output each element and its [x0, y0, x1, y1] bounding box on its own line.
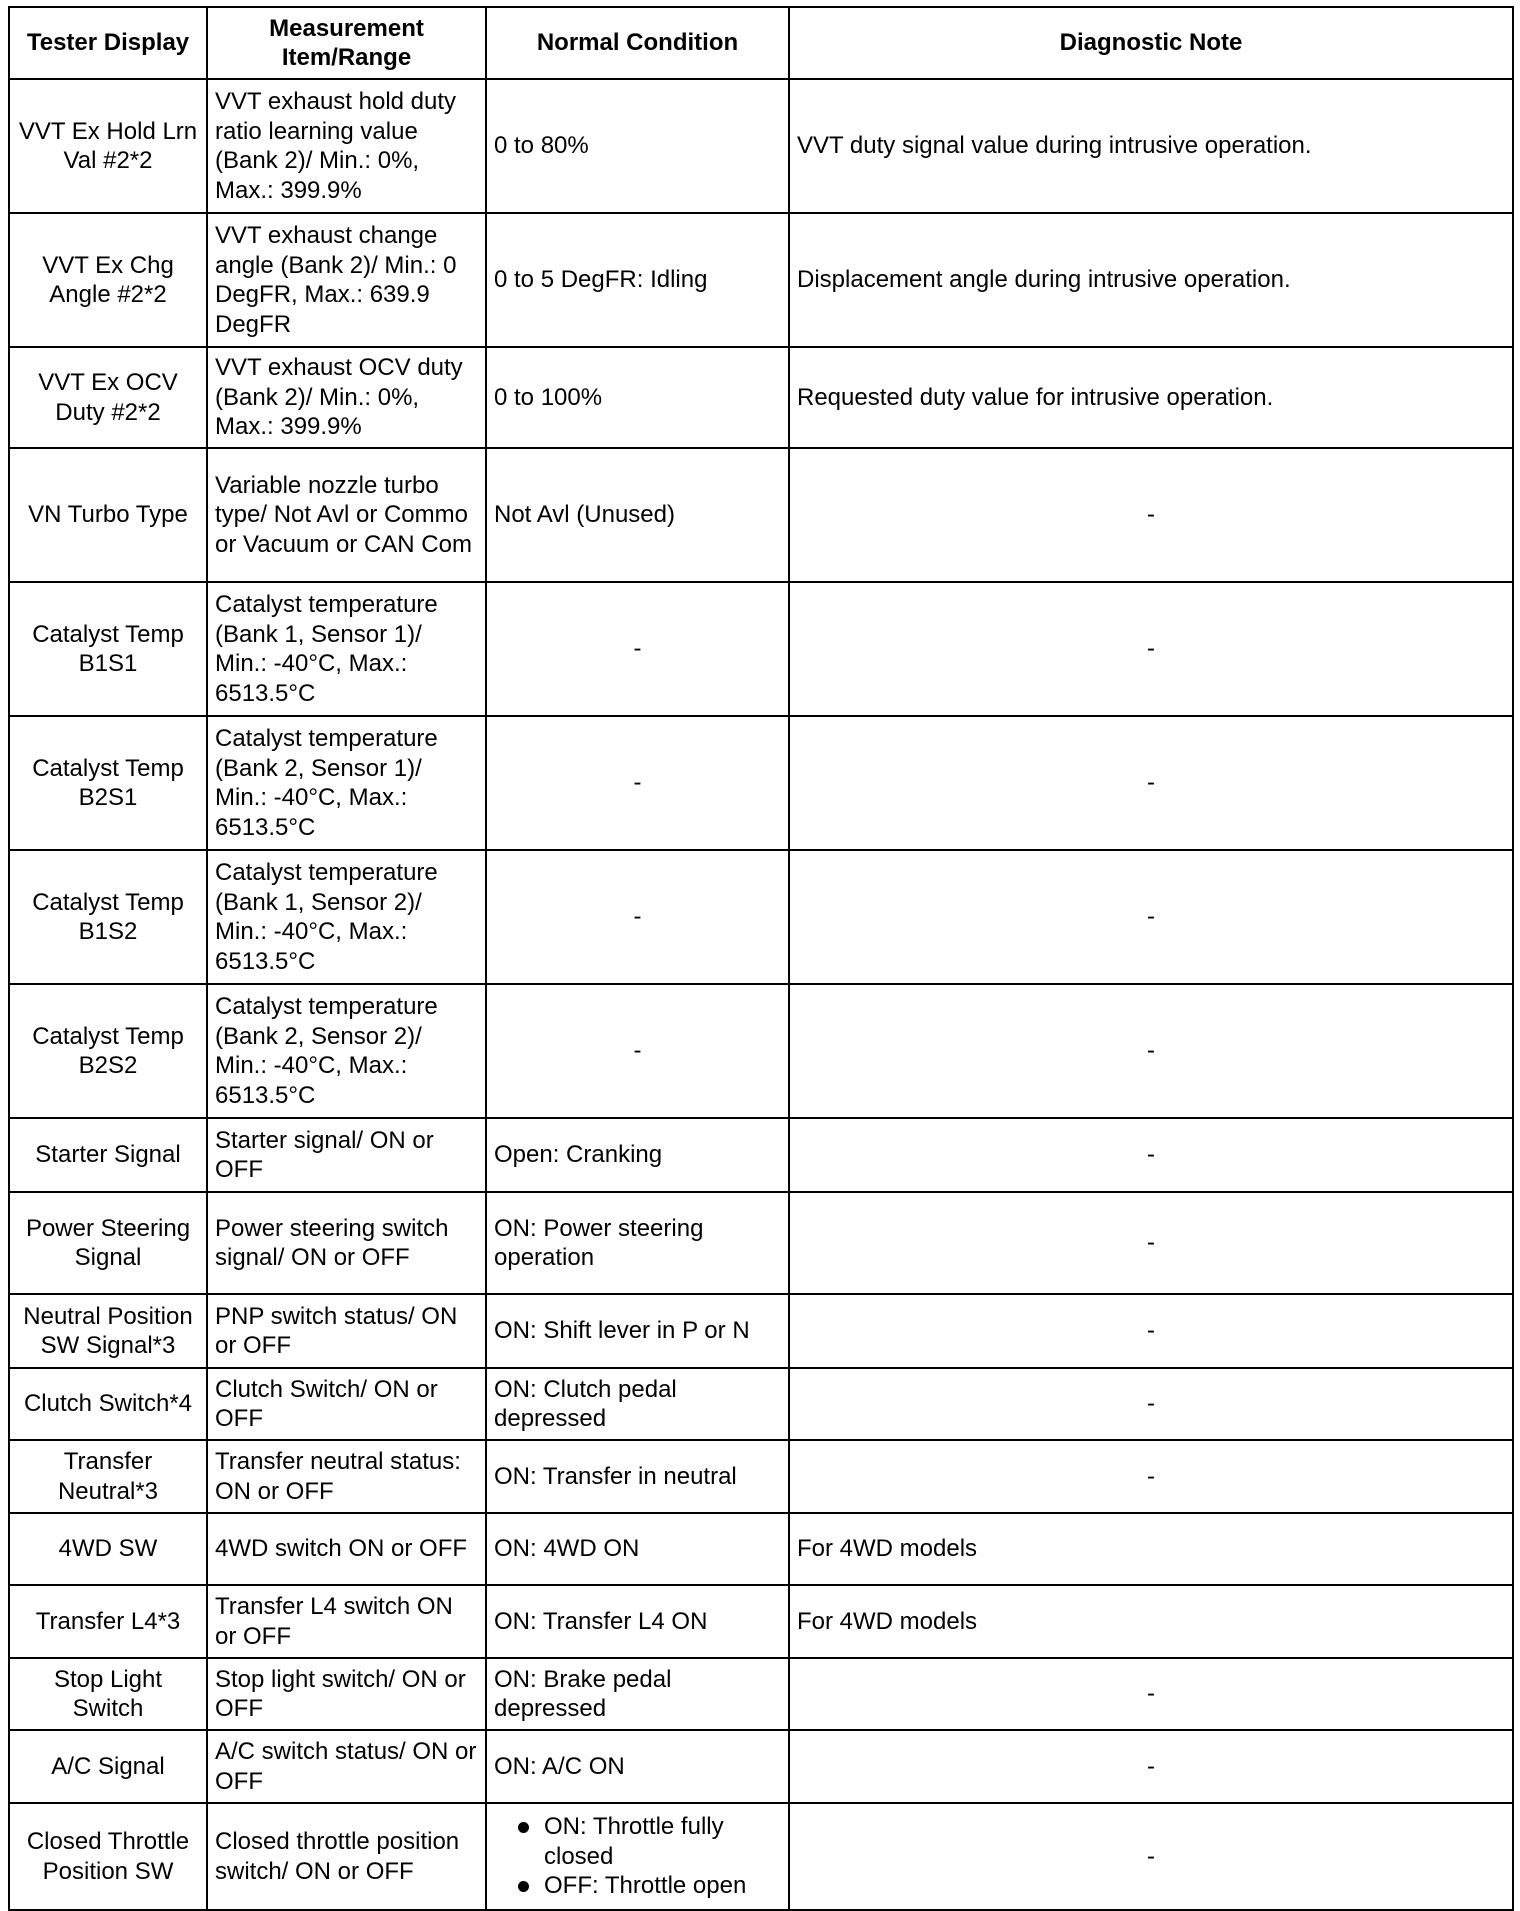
- diagnostic-note-cell: Requested duty value for intrusive operation.: [789, 347, 1513, 448]
- normal-condition-cell: ON: Shift lever in P or N: [486, 1294, 789, 1368]
- diagnostic-note-cell: -: [789, 1294, 1513, 1368]
- tester-display-cell: Stop Light Switch: [9, 1658, 207, 1730]
- normal-condition-cell: 0 to 5 DegFR: Idling: [486, 213, 789, 347]
- measurement-item-cell: VVT exhaust OCV duty (Bank 2)/ Min.: 0%, Max.: 399.9%: [207, 347, 486, 448]
- diagnostic-note-cell: -: [789, 1440, 1513, 1513]
- bullet-item: ON: Throttle fully closed: [508, 1812, 781, 1871]
- table-row: [9, 1513, 1513, 1585]
- normal-condition-cell: [486, 1803, 789, 1910]
- header-normal-condition: Normal Condition: [486, 7, 789, 79]
- tester-display-cell: Catalyst Temp B2S1: [9, 716, 207, 850]
- tester-display-cell: Power Steering Signal: [9, 1192, 207, 1294]
- normal-condition-cell: ON: A/C ON: [486, 1730, 789, 1803]
- table-row: [9, 1803, 1513, 1910]
- header-measurement-item: Measurement Item/Range: [207, 7, 486, 79]
- header-tester-display: Tester Display: [9, 7, 207, 79]
- diagnostic-note-cell: -: [789, 984, 1513, 1118]
- diagnostic-note-cell: -: [789, 716, 1513, 850]
- measurement-item-cell: Catalyst temperature (Bank 2, Sensor 2)/ Min.: -40°C, Max.: 6513.5°C: [207, 984, 486, 1118]
- measurement-item-cell: Starter signal/ ON or OFF: [207, 1118, 486, 1192]
- normal-condition-cell: ON: Transfer L4 ON: [486, 1585, 789, 1658]
- tester-display-cell: VVT Ex OCV Duty #2*2: [9, 347, 207, 448]
- measurement-item-cell: PNP switch status/ ON or OFF: [207, 1294, 486, 1368]
- table-row: [9, 1192, 1513, 1294]
- table-row: [9, 1440, 1513, 1513]
- measurement-item-cell: Clutch Switch/ ON or OFF: [207, 1368, 486, 1440]
- table-row: [9, 1294, 1513, 1368]
- normal-condition-cell: -: [486, 850, 789, 984]
- measurement-item-cell: Power steering switch signal/ ON or OFF: [207, 1192, 486, 1294]
- measurement-item-cell: Variable nozzle turbo type/ Not Avl or Commo or Vacuum or CAN Com: [207, 448, 486, 582]
- tester-display-cell: Closed Throttle Position SW: [9, 1803, 207, 1910]
- tester-display-cell: Starter Signal: [9, 1118, 207, 1192]
- table-row: [9, 79, 1513, 213]
- normal-condition-cell: ON: Transfer in neutral: [486, 1440, 789, 1513]
- diagnostic-note-cell: -: [789, 1730, 1513, 1803]
- normal-condition-cell: Open: Cranking: [486, 1118, 789, 1192]
- tester-display-cell: Transfer Neutral*3: [9, 1440, 207, 1513]
- table-row: [9, 1368, 1513, 1440]
- data-list-table: [8, 6, 1514, 1911]
- measurement-item-cell: Stop light switch/ ON or OFF: [207, 1658, 486, 1730]
- measurement-item-cell: Transfer L4 switch ON or OFF: [207, 1585, 486, 1658]
- bullet-item: OFF: Throttle open: [508, 1871, 781, 1901]
- measurement-item-cell: Transfer neutral status: ON or OFF: [207, 1440, 486, 1513]
- diagnostic-note-cell: Displacement angle during intrusive operation.: [789, 213, 1513, 347]
- diagnostic-note-cell: -: [789, 582, 1513, 716]
- diagnostic-note-cell: -: [789, 448, 1513, 582]
- normal-condition-cell: ON: Clutch pedal depressed: [486, 1368, 789, 1440]
- normal-condition-cell: ON: Brake pedal depressed: [486, 1658, 789, 1730]
- measurement-item-cell: Catalyst temperature (Bank 2, Sensor 1)/ Min.: -40°C, Max.: 6513.5°C: [207, 716, 486, 850]
- diagnostic-note-cell: For 4WD models: [789, 1513, 1513, 1585]
- table-row: [9, 1585, 1513, 1658]
- normal-condition-cell: 0 to 80%: [486, 79, 789, 213]
- diagnostic-note-cell: -: [789, 850, 1513, 984]
- diagnostic-note-cell: -: [789, 1192, 1513, 1294]
- tester-display-cell: Neutral Position SW Signal*3: [9, 1294, 207, 1368]
- measurement-item-cell: 4WD switch ON or OFF: [207, 1513, 486, 1585]
- table-row: [9, 984, 1513, 1118]
- diagnostic-note-cell: -: [789, 1658, 1513, 1730]
- diagnostic-note-cell: -: [789, 1803, 1513, 1910]
- tester-display-cell: Catalyst Temp B1S2: [9, 850, 207, 984]
- table-row: [9, 347, 1513, 448]
- measurement-item-cell: Catalyst temperature (Bank 1, Sensor 2)/ Min.: -40°C, Max.: 6513.5°C: [207, 850, 486, 984]
- measurement-item-cell: Catalyst temperature (Bank 1, Sensor 1)/ Min.: -40°C, Max.: 6513.5°C: [207, 582, 486, 716]
- measurement-item-cell: VVT exhaust hold duty ratio learning value (Bank 2)/ Min.: 0%, Max.: 399.9%: [207, 79, 486, 213]
- measurement-item-cell: VVT exhaust change angle (Bank 2)/ Min.: 0 DegFR, Max.: 639.9 DegFR: [207, 213, 486, 347]
- normal-condition-cell: 0 to 100%: [486, 347, 789, 448]
- tester-display-cell: Transfer L4*3: [9, 1585, 207, 1658]
- normal-condition-cell: ON: Power steering operation: [486, 1192, 789, 1294]
- table-row: [9, 1658, 1513, 1730]
- diagnostic-note-cell: -: [789, 1118, 1513, 1192]
- normal-condition-cell: ON: 4WD ON: [486, 1513, 789, 1585]
- diagnostic-note-cell: -: [789, 1368, 1513, 1440]
- tester-display-cell: VVT Ex Chg Angle #2*2: [9, 213, 207, 347]
- tester-display-cell: 4WD SW: [9, 1513, 207, 1585]
- tester-display-cell: Catalyst Temp B1S1: [9, 582, 207, 716]
- table-row: [9, 1118, 1513, 1192]
- normal-condition-cell: -: [486, 984, 789, 1118]
- condition-bullet-list: [494, 1812, 781, 1901]
- normal-condition-cell: Not Avl (Unused): [486, 448, 789, 582]
- table-row: [9, 582, 1513, 716]
- tester-display-cell: Clutch Switch*4: [9, 1368, 207, 1440]
- table-row: [9, 213, 1513, 347]
- header-row: [9, 7, 1513, 79]
- tester-display-cell: Catalyst Temp B2S2: [9, 984, 207, 1118]
- tester-display-cell: A/C Signal: [9, 1730, 207, 1803]
- table-row: [9, 850, 1513, 984]
- diagnostic-note-cell: VVT duty signal value during intrusive operation.: [789, 79, 1513, 213]
- table-row: [9, 716, 1513, 850]
- header-diagnostic-note: Diagnostic Note: [789, 7, 1513, 79]
- tester-display-cell: VVT Ex Hold Lrn Val #2*2: [9, 79, 207, 213]
- measurement-item-cell: Closed throttle position switch/ ON or OFF: [207, 1803, 486, 1910]
- measurement-item-cell: A/C switch status/ ON or OFF: [207, 1730, 486, 1803]
- table-row: [9, 448, 1513, 582]
- normal-condition-cell: -: [486, 716, 789, 850]
- table-row: [9, 1730, 1513, 1803]
- tester-display-cell: VN Turbo Type: [9, 448, 207, 582]
- normal-condition-cell: -: [486, 582, 789, 716]
- diagnostic-note-cell: For 4WD models: [789, 1585, 1513, 1658]
